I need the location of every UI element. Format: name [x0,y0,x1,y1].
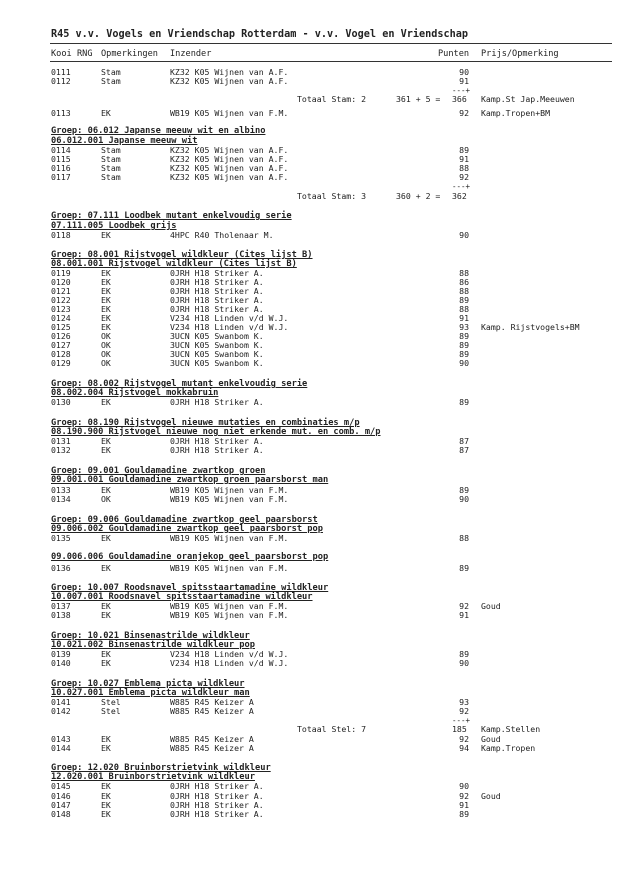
entry-type: Stam [101,163,121,173]
exhibitor: 0JRH H18 Striker A. [170,295,264,305]
points: 90 [459,230,469,240]
points: 90 [459,494,469,504]
entry-type: EK [101,533,111,543]
total-prize: Kamp.Stellen [481,724,541,734]
points: 93 [459,322,469,332]
exhibitor: WB19 K05 Wijnen van F.M. [170,563,289,573]
entry-type: EK [101,268,111,278]
exhibitor: W885 R45 Keizer A [170,697,254,707]
exhibitor: KZ32 K05 Wijnen van A.F. [170,172,289,182]
entry-type: EK [101,313,111,323]
entry-type: Stel [101,697,121,707]
points: 92 [459,601,469,611]
exhibitor: WB19 K05 Wijnen van F.M. [170,108,289,118]
points: 88 [459,533,469,543]
subgroup-heading: 09.006.002 Gouldamadine zwartkop geel paarsborst pop [51,524,323,534]
cage-number: 0138 [51,610,71,620]
exhibitor: 0JRH H18 Striker A. [170,304,264,314]
points: 89 [459,331,469,341]
entry-type: EK [101,601,111,611]
entry-type: OK [101,331,111,341]
exhibitor: V234 H18 Linden v/d W.J. [170,322,289,332]
exhibitor: KZ32 K05 Wijnen van A.F. [170,145,289,155]
subgroup-heading: 07.111.005 Loodbek grijs [51,221,177,231]
entry-type: EK [101,781,111,791]
prize: Goud [481,601,501,611]
points: 92 [459,734,469,744]
group-heading: Groep: 10.021 Binsenastrilde wildkleur [51,631,250,641]
entry-type: EK [101,809,111,819]
sum-rule: ---+ [452,716,471,725]
exhibitor: W885 R45 Keizer A [170,743,254,753]
total-prize: Kamp.St Jap.Meeuwen [481,94,575,104]
entry-type: EK [101,563,111,573]
points: 87 [459,436,469,446]
subgroup-heading: 08.002.004 Rijstvogel mokkabruin [51,388,219,398]
entry-type: OK [101,494,111,504]
points: 94 [459,743,469,753]
entry-type: EK [101,743,111,753]
exhibitor: V234 H18 Linden v/d W.J. [170,313,289,323]
entry-type: EK [101,230,111,240]
cage-number: 0124 [51,313,71,323]
exhibitor: 3UCN K05 Swanbom K. [170,358,264,368]
entry-type: EK [101,658,111,668]
points: 92 [459,172,469,182]
entry-type: Stam [101,172,121,182]
group-heading: Groep: 10.027 Emblema picta wildkleur [51,679,245,689]
cage-number: 0134 [51,494,71,504]
points: 88 [459,163,469,173]
entry-type: EK [101,791,111,801]
entry-type: EK [101,295,111,305]
exhibitor: 3UCN K05 Swanbom K. [170,331,264,341]
points: 88 [459,304,469,314]
cage-number: 0139 [51,649,71,659]
exhibitor: 0JRH H18 Striker A. [170,268,264,278]
entry-type: EK [101,734,111,744]
cage-number: 0117 [51,172,71,182]
cage-number: 0127 [51,340,71,350]
cage-number: 0114 [51,145,71,155]
exhibitor: WB19 K05 Wijnen van F.M. [170,601,289,611]
cage-number: 0121 [51,286,71,296]
exhibitor: WB19 K05 Wijnen van F.M. [170,494,289,504]
entry-type: Stam [101,154,121,164]
cage-number: 0137 [51,601,71,611]
cage-number: 0147 [51,800,71,810]
entry-type: EK [101,286,111,296]
exhibitor: W885 R45 Keizer A [170,706,254,716]
entry-type: EK [101,322,111,332]
group-heading: Groep: 09.001 Gouldamadine zwartkop groen [51,466,266,476]
points: 89 [459,295,469,305]
prize: Kamp. Rijstvogels+BM [481,322,580,332]
cage-number: 0145 [51,781,71,791]
cage-number: 0144 [51,743,71,753]
exhibitor: 0JRH H18 Striker A. [170,791,264,801]
entry-type: OK [101,349,111,359]
exhibitor: WB19 K05 Wijnen van F.M. [170,610,289,620]
cage-number: 0115 [51,154,71,164]
exhibitor: 0JRH H18 Striker A. [170,286,264,296]
cage-number: 0118 [51,230,71,240]
cage-number: 0126 [51,331,71,341]
group-heading: Groep: 08.002 Rijstvogel mutant enkelvoudig serie [51,379,308,389]
exhibitor: KZ32 K05 Wijnen van A.F. [170,67,289,77]
exhibitor: 3UCN K05 Swanbom K. [170,340,264,350]
prize: Kamp.Tropen+BM [481,108,551,118]
entry-type: EK [101,108,111,118]
exhibitor: 0JRH H18 Striker A. [170,781,264,791]
subgroup-heading: 10.007.001 Roodsnavel spitsstaartamadine wildkleur [51,592,313,602]
total-sum: 366 [452,94,467,104]
points: 91 [459,76,469,86]
prize: Goud [481,791,501,801]
entry-type: EK [101,304,111,314]
points: 91 [459,800,469,810]
header-rule-top [50,43,612,44]
exhibitor: 0JRH H18 Striker A. [170,436,264,446]
group-heading: Groep: 10.007 Roodsnavel spitsstaartamadine wildkleur [51,583,329,593]
header-punten: Punten [438,49,470,59]
points: 89 [459,563,469,573]
entry-type: EK [101,445,111,455]
document-title: R45 v.v. Vogels en Vriendschap Rotterdam - v.v. Vogel en Vriendschap [51,29,469,40]
exhibitor: KZ32 K05 Wijnen van A.F. [170,163,289,173]
points: 88 [459,286,469,296]
exhibitor: 0JRH H18 Striker A. [170,277,264,287]
subgroup-heading: 08.190.900 Rijstvogel nieuwe nog niet erkende mut. en comb. m/p [51,427,381,437]
cage-number: 0148 [51,809,71,819]
cage-number: 0111 [51,67,71,77]
cage-number: 0112 [51,76,71,86]
entry-type: Stel [101,706,121,716]
group-heading: Groep: 07.111 Loodbek mutant enkelvoudig serie [51,211,292,221]
cage-number: 0116 [51,163,71,173]
cage-number: 0141 [51,697,71,707]
entry-type: EK [101,397,111,407]
group-heading: Groep: 06.012 Japanse meeuw wit en albino [51,126,266,136]
entry-type: EK [101,649,111,659]
cage-number: 0143 [51,734,71,744]
total-label: Totaal Stam: 2 [297,94,367,104]
points: 86 [459,277,469,287]
points: 89 [459,340,469,350]
points: 91 [459,154,469,164]
group-heading: Groep: 12.020 Bruinborstrietvink wildkleur [51,763,271,773]
header-rng: RNG [77,49,93,59]
entry-type: EK [101,485,111,495]
exhibitor: V234 H18 Linden v/d W.J. [170,658,289,668]
entry-type: OK [101,340,111,350]
header-inzender: Inzender [170,49,212,59]
subgroup-heading: 10.027.001 Emblema picta wildkleur man [51,688,250,698]
points: 89 [459,809,469,819]
exhibitor: V234 H18 Linden v/d W.J. [170,649,289,659]
cage-number: 0142 [51,706,71,716]
sum-rule: ---+ [452,86,471,95]
points: 89 [459,145,469,155]
points: 88 [459,268,469,278]
entry-type: Stam [101,76,121,86]
entry-type: EK [101,277,111,287]
total-sum: 362 [452,191,467,201]
points: 92 [459,791,469,801]
cage-number: 0135 [51,533,71,543]
header-opmerkingen: Opmerkingen [101,49,158,59]
total-label: Totaal Stel: 7 [297,724,367,734]
header-kooi: Kooi [51,49,72,59]
sum-rule: ---+ [452,182,471,191]
subgroup-heading: 09.006.006 Gouldamadine oranjekop geel paarsborst pop [51,552,329,562]
entry-type: OK [101,358,111,368]
group-heading: Groep: 08.190 Rijstvogel nieuwe mutaties en combinaties m/p [51,418,360,428]
total-calc: 361 + 5 = [396,94,441,104]
exhibitor: WB19 K05 Wijnen van F.M. [170,485,289,495]
cage-number: 0146 [51,791,71,801]
cage-number: 0128 [51,349,71,359]
exhibitor: 4HPC R40 Tholenaar M. [170,230,274,240]
cage-number: 0129 [51,358,71,368]
entry-type: EK [101,436,111,446]
cage-number: 0113 [51,108,71,118]
cage-number: 0120 [51,277,71,287]
cage-number: 0131 [51,436,71,446]
points: 90 [459,781,469,791]
cage-number: 0123 [51,304,71,314]
cage-number: 0119 [51,268,71,278]
subgroup-heading: 06.012.001 Japanse meeuw wit [51,136,198,146]
exhibitor: KZ32 K05 Wijnen van A.F. [170,154,289,164]
cage-number: 0133 [51,485,71,495]
points: 91 [459,610,469,620]
total-sum: 185 [452,724,467,734]
group-heading: Groep: 09.006 Gouldamadine zwartkop geel paarsborst [51,515,318,525]
total-label: Totaal Stam: 3 [297,191,367,201]
header-prijs: Prijs/Opmerking [481,49,559,59]
points: 90 [459,658,469,668]
cage-number: 0130 [51,397,71,407]
points: 93 [459,697,469,707]
cage-number: 0132 [51,445,71,455]
exhibitor: 0JRH H18 Striker A. [170,397,264,407]
prize: Goud [481,734,501,744]
exhibitor: WB19 K05 Wijnen van F.M. [170,533,289,543]
cage-number: 0122 [51,295,71,305]
entry-type: Stam [101,145,121,155]
points: 89 [459,397,469,407]
exhibitor: W885 R45 Keizer A [170,734,254,744]
cage-number: 0136 [51,563,71,573]
points: 87 [459,445,469,455]
points: 90 [459,67,469,77]
subgroup-heading: 10.021.002 Binsenastrilde wildkleur pop [51,640,255,650]
exhibitor: 0JRH H18 Striker A. [170,445,264,455]
points: 92 [459,108,469,118]
points: 89 [459,649,469,659]
group-heading: Groep: 08.001 Rijstvogel wildkleur (Cites lijst B) [51,250,313,260]
points: 89 [459,349,469,359]
points: 89 [459,485,469,495]
subgroup-heading: 08.001.001 Rijstvogel wildkleur (Cites lijst B) [51,259,297,269]
exhibitor: KZ32 K05 Wijnen van A.F. [170,76,289,86]
entry-type: EK [101,610,111,620]
cage-number: 0140 [51,658,71,668]
points: 92 [459,706,469,716]
entry-type: Stam [101,67,121,77]
exhibitor: 0JRH H18 Striker A. [170,809,264,819]
subgroup-heading: 09.001.001 Gouldamadine zwartkop groen paarsborst man [51,475,329,485]
prize: Kamp.Tropen [481,743,536,753]
header-rule-bottom [50,61,612,62]
cage-number: 0125 [51,322,71,332]
subgroup-heading: 12.020.001 Bruinborstrietvink wildkleur [51,772,255,782]
points: 91 [459,313,469,323]
exhibitor: 3UCN K05 Swanbom K. [170,349,264,359]
entry-type: EK [101,800,111,810]
points: 90 [459,358,469,368]
total-calc: 360 + 2 = [396,191,441,201]
exhibitor: 0JRH H18 Striker A. [170,800,264,810]
